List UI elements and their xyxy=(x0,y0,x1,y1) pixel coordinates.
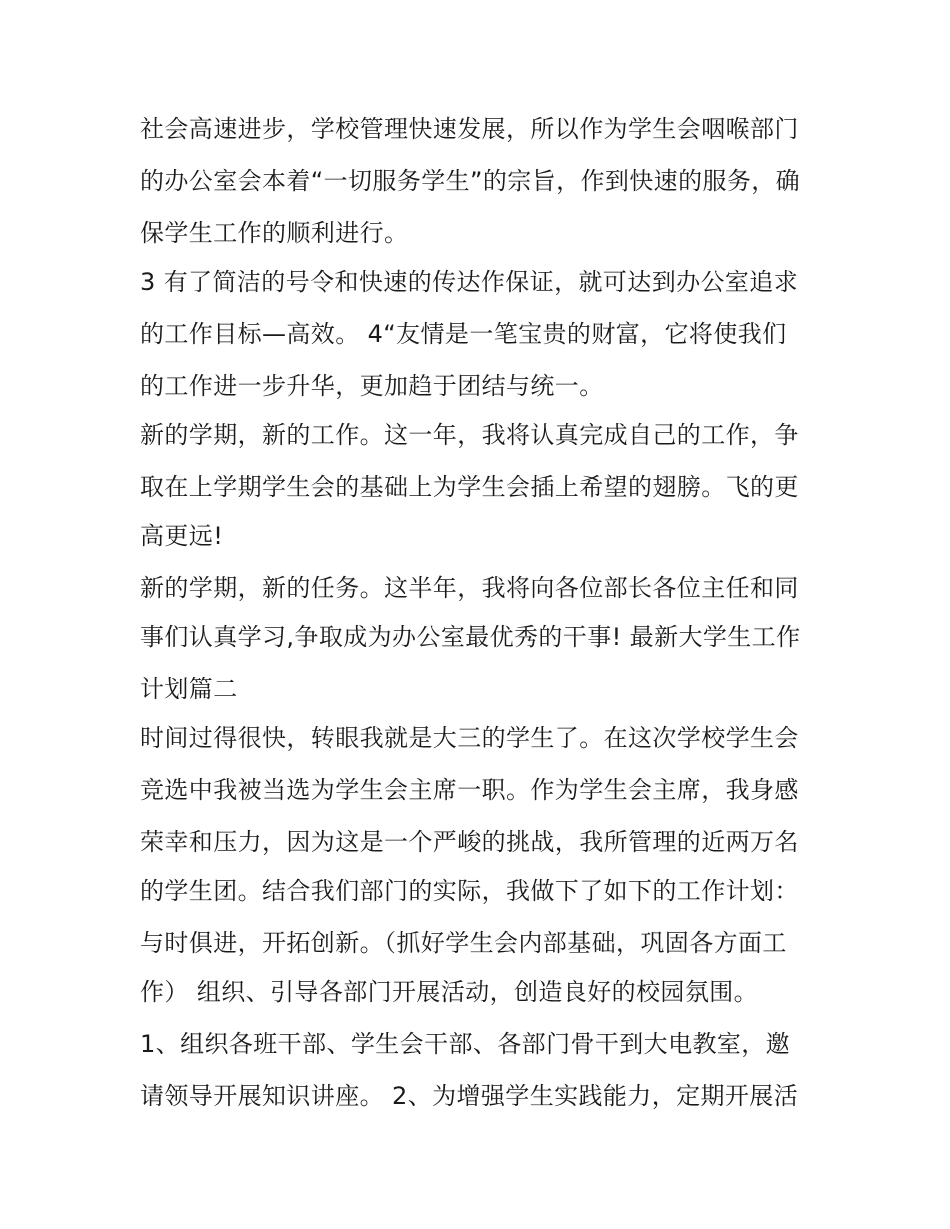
text-line: 新的学期，新的任务。这半年，我将向各位部长各位主任和同 xyxy=(140,574,799,602)
text-line: 社会高速进步，学校管理快速发展，所以作为学生会咽喉部门 xyxy=(140,115,799,143)
text-line: 荣幸和压力，因为这是一个严峻的挑战，我所管理的近两万名 xyxy=(140,828,799,856)
text-line: 的工作进一步升华，更加趋于团结与统一。 xyxy=(140,372,604,400)
text-line: 1、组织各班干部、学生会干部、各部门骨干到大电教室，邀 xyxy=(140,1030,791,1058)
text-line: 与时俱进，开拓创新。（抓好学生会内部基础，巩固各方面工 xyxy=(140,929,787,957)
text-line: 的办公室会本着“一切服务学生”的宗旨，作到快速的服务，确 xyxy=(140,167,801,195)
text-line: 作） 组织、引导各部门开展活动，创造良好的校园氛围。 xyxy=(140,978,759,1006)
text-line: 3 有了简洁的号令和快速的传达作保证，就可达到办公室追求 xyxy=(140,268,799,296)
text-line: 保学生工作的顺利进行。 xyxy=(140,219,409,247)
text-line: 请领导开展知识讲座。 2、为增强学生实践能力，定期开展活 xyxy=(140,1082,799,1110)
text-line: 的工作目标—高效。 4“友情是一笔宝贵的财富，它将使我们 xyxy=(140,320,787,348)
text-line: 新的学期，新的工作。这一年，我将认真完成自己的工作，争 xyxy=(140,421,799,449)
text-line: 事们认真学习,争取成为办公室最优秀的干事! 最新大学生工作 xyxy=(140,623,801,651)
text-line: 时间过得很快，转眼我就是大三的学生了。在这次学校学生会 xyxy=(140,724,799,752)
text-line: 的学生团。结合我们部门的实际，我做下了如下的工作计划： xyxy=(140,877,799,905)
text-line: 高更远! xyxy=(140,522,224,550)
text-line: 竞选中我被当选为学生会主席一职。作为学生会主席，我身感 xyxy=(140,776,799,804)
text-line: 取在上学期学生会的基础上为学生会插上希望的翅膀。飞的更 xyxy=(140,473,799,501)
text-line: 计划篇二 xyxy=(140,675,238,703)
